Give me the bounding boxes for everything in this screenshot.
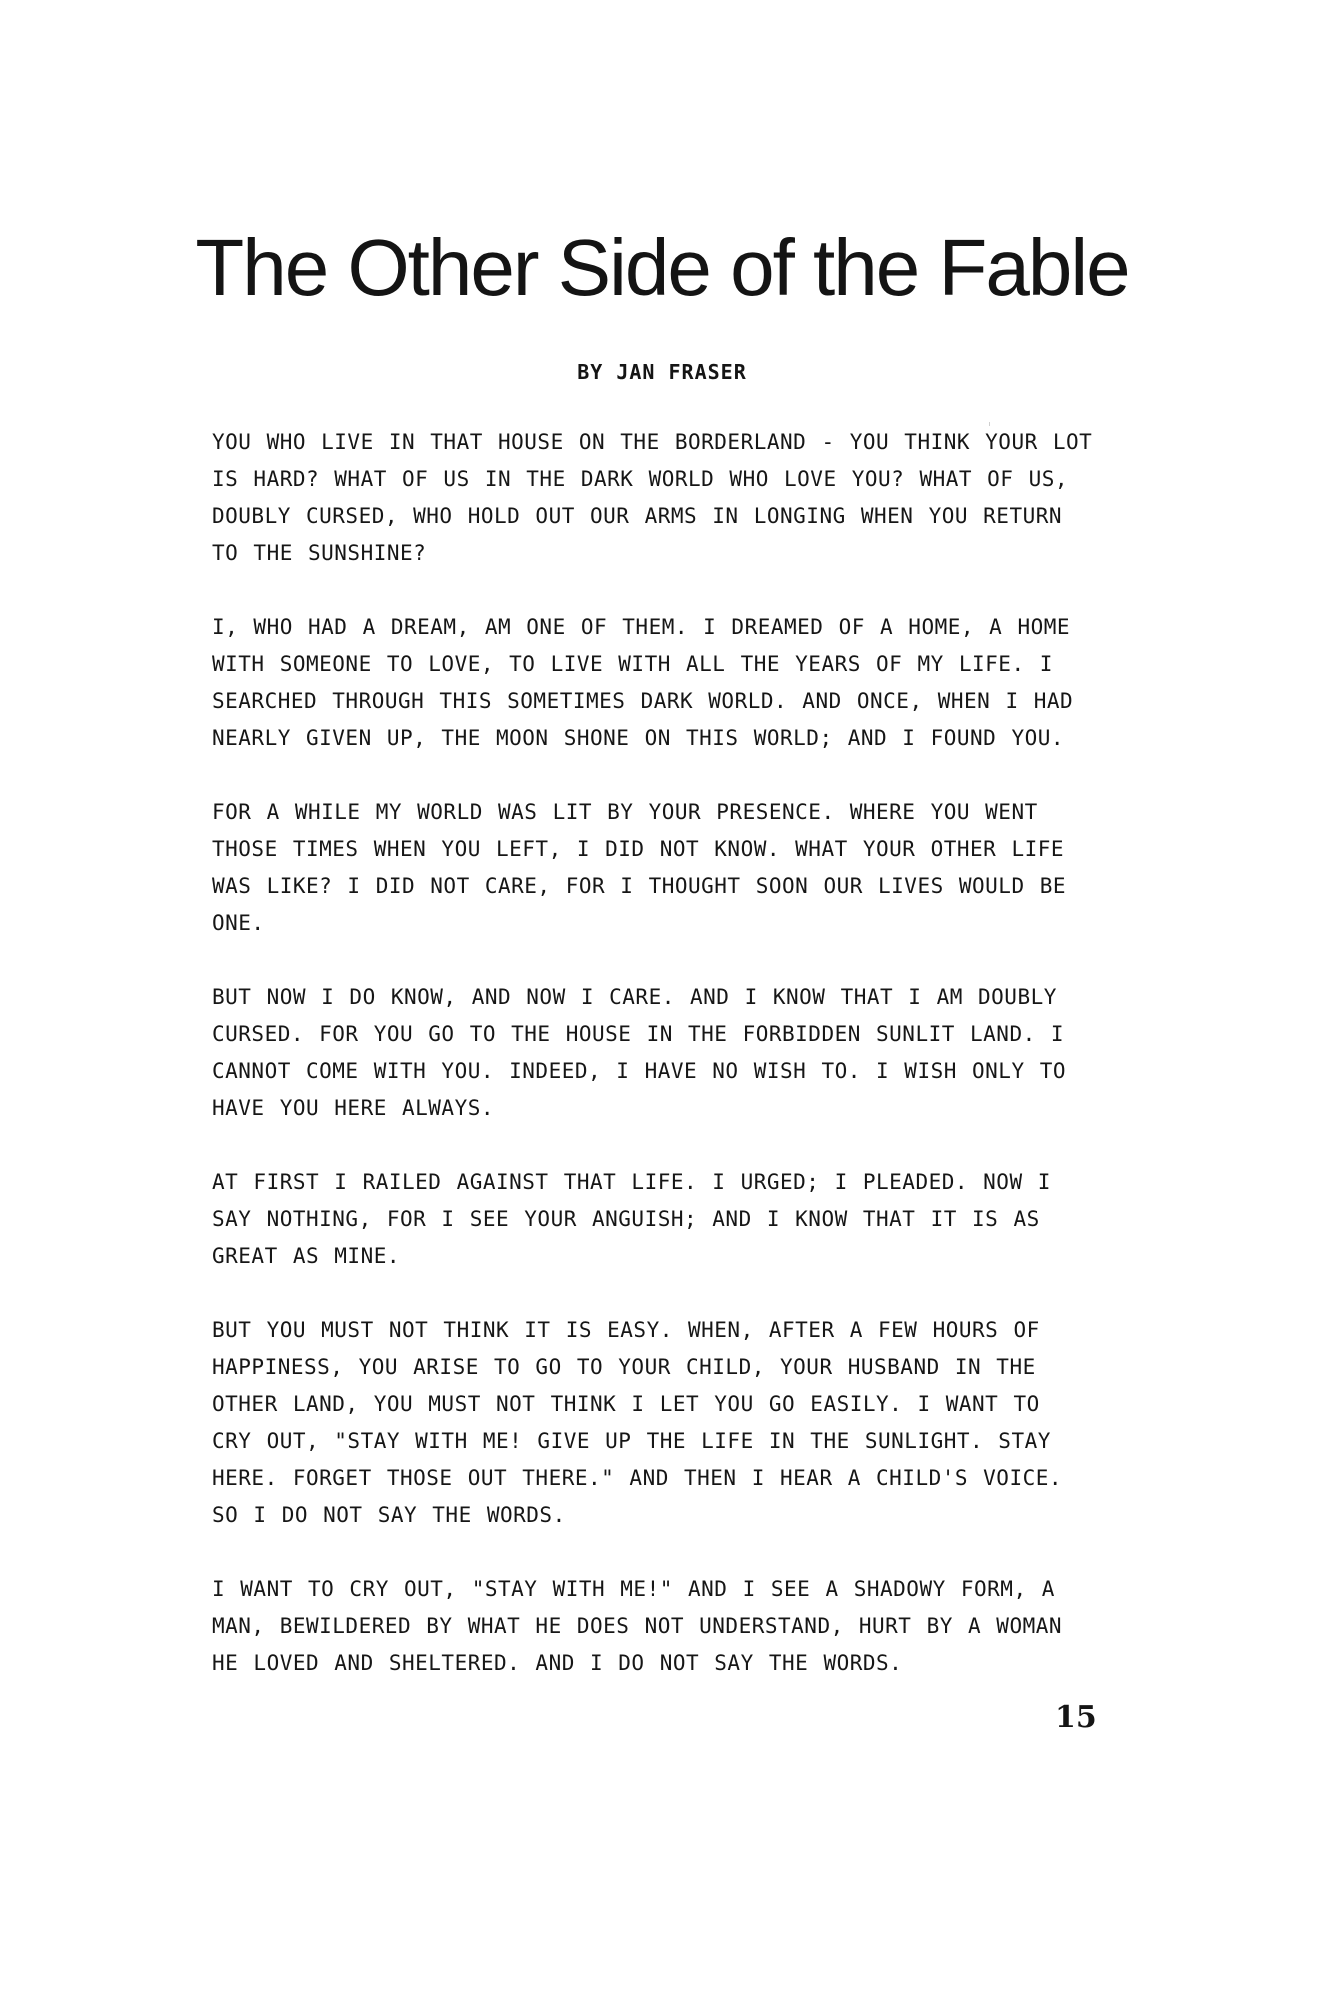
text-line: I, WHO HAD A DREAM, AM ONE OF THEM. I DREAMED OF A HOME, A HOME [212,615,1071,639]
text-line: HE LOVED AND SHELTERED. AND I DO NOT SAY THE WORDS. [212,1651,903,1675]
page-number: 15 [1055,1700,1097,1735]
paragraph-6 [212,1312,1112,1534]
paragraph-4 [212,979,1112,1127]
text-line: THOSE TIMES WHEN YOU LEFT, I DID NOT KNOW. WHAT YOUR OTHER LIFE [212,837,1065,861]
paragraph-7 [212,1571,1112,1682]
paragraph-5 [212,1164,1112,1275]
text-line: WITH SOMEONE TO LOVE, TO LIVE WITH ALL THE YEARS OF MY LIFE. I [212,652,1053,676]
article-byline: BY JAN FRASER [577,360,747,384]
text-line: FOR A WHILE MY WORLD WAS LIT BY YOUR PRESENCE. WHERE YOU WENT [212,800,1038,824]
text-line: GREAT AS MINE. [212,1244,401,1268]
text-line: OTHER LAND, YOU MUST NOT THINK I LET YOU GO EASILY. I WANT TO [212,1392,1040,1416]
text-line: I WANT TO CRY OUT, "STAY WITH ME!" AND I SEE A SHADOWY FORM, A [212,1577,1055,1601]
text-line: BUT YOU MUST NOT THINK IT IS EASY. WHEN, AFTER A FEW HOURS OF [212,1318,1040,1342]
text-line: CRY OUT, "STAY WITH ME! GIVE UP THE LIFE IN THE SUNLIGHT. STAY [212,1429,1051,1453]
text-line: DOUBLY CURSED, WHO HOLD OUT OUR ARMS IN LONGING WHEN YOU RETURN [212,504,1063,528]
text-line: HAPPINESS, YOU ARISE TO GO TO YOUR CHILD, YOUR HUSBAND IN THE [212,1355,1036,1379]
article-body [212,424,1112,1719]
text-line: SEARCHED THROUGH THIS SOMETIMES DARK WORLD. AND ONCE, WHEN I HAD [212,689,1074,713]
text-line: SO I DO NOT SAY THE WORDS. [212,1503,566,1527]
paragraph-3 [212,794,1112,942]
text-line: IS HARD? WHAT OF US IN THE DARK WORLD WHO LOVE YOU? WHAT OF US, [212,467,1069,491]
paragraph-2 [212,609,1112,757]
text-line: YOU WHO LIVE IN THAT HOUSE ON THE BORDERLAND - YOU THINK YOUR LOT [212,430,1093,454]
text-line: HERE. FORGET THOSE OUT THERE." AND THEN I HEAR A CHILD'S VOICE. [212,1466,1063,1490]
text-line: NEARLY GIVEN UP, THE MOON SHONE ON THIS WORLD; AND I FOUND YOU. [212,726,1065,750]
text-line: SAY NOTHING, FOR I SEE YOUR ANGUISH; AND I KNOW THAT IT IS AS [212,1207,1040,1231]
text-line: HAVE YOU HERE ALWAYS. [212,1096,495,1120]
text-line: MAN, BEWILDERED BY WHAT HE DOES NOT UNDERSTAND, HURT BY A WOMAN [212,1614,1063,1638]
text-line: ONE. [212,911,265,935]
text-line: BUT NOW I DO KNOW, AND NOW I CARE. AND I KNOW THAT I AM DOUBLY [212,985,1057,1009]
text-line: CANNOT COME WITH YOU. INDEED, I HAVE NO WISH TO. I WISH ONLY TO [212,1059,1067,1083]
text-line: TO THE SUNSHINE? [212,541,427,565]
article-title: The Other Side of the Fable [195,223,1129,312]
text-line: WAS LIKE? I DID NOT CARE, FOR I THOUGHT SOON OUR LIVES WOULD BE [212,874,1067,898]
text-line: CURSED. FOR YOU GO TO THE HOUSE IN THE FORBIDDEN SUNLIT LAND. I [212,1022,1065,1046]
paragraph-1 [212,424,1112,572]
text-line: AT FIRST I RAILED AGAINST THAT LIFE. I URGED; I PLEADED. NOW I [212,1170,1051,1194]
